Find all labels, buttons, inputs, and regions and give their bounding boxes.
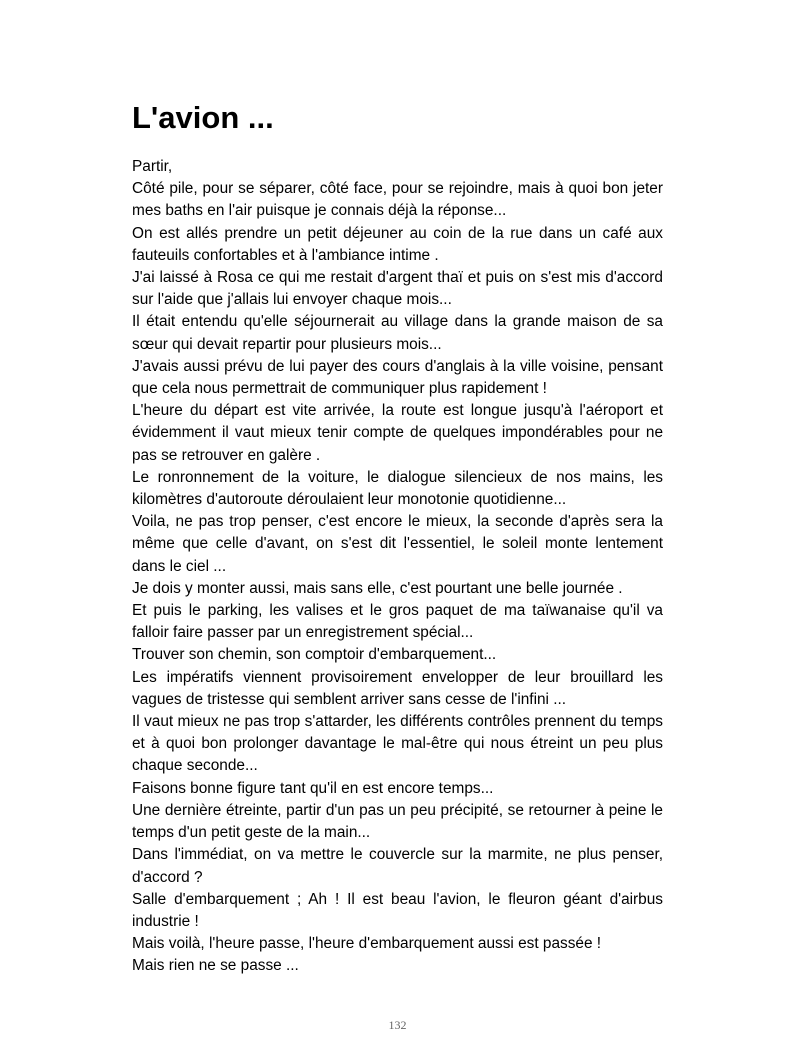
paragraph: Mais voilà, l'heure passe, l'heure d'embarquement aussi est passée ! — [132, 935, 602, 953]
paragraph: Côté pile, pour se séparer, côté face, pour se rejoindre, mais à quoi bon jeter mes baths en l'air puisque je connais déjà la réponse... — [132, 180, 663, 220]
paragraph: J'ai laissé à Rosa ce qui me restait d'argent thaï et puis on s'est mis d'accord sur l'aide que j'allais lui envoyer chaque mois... — [132, 269, 663, 309]
paragraph: Faisons bonne figure tant qu'il en est encore temps... — [132, 779, 494, 797]
paragraph: Partir, — [132, 158, 173, 175]
paragraph: Il vaut mieux ne pas trop s'attarder, les différents contrôles prennent du temps et à quoi bon prolonger davantage le mal-être qui nous étreint un peu plus chaque seconde... — [132, 713, 663, 775]
chapter-title: L'avion ... — [132, 100, 274, 135]
paragraph: Voila, ne pas trop penser, c'est encore le mieux, la seconde d'après sera la même que celle d'avant, on s'est dit l'essentiel, le soleil monte lentement dans le ciel ... — [132, 513, 663, 575]
paragraph: Les impératifs viennent provisoirement envelopper de leur brouillard les vagues de tristesse qui semblent arriver sans cesse de l'infini ... — [132, 668, 663, 708]
paragraph: Je dois y monter aussi, mais sans elle, c'est pourtant une belle journée . — [132, 579, 623, 597]
paragraph: Et puis le parking, les valises et le gros paquet de ma taïwanaise qu'il va falloir faire passer par un enregistrement spécial... — [132, 602, 663, 642]
paragraph: On est allés prendre un petit déjeuner au coin de la rue dans un café aux fauteuils confortables et à l'ambiance intime . — [132, 224, 663, 264]
paragraph: J'avais aussi prévu de lui payer des cours d'anglais à la ville voisine, pensant que cela nous permettrait de communiquer plus rapidement ! — [132, 357, 663, 398]
page-number: 132 — [388, 1018, 407, 1032]
paragraph: Le ronronnement de la voiture, le dialogue silencieux de nos mains, les kilomètres d'autoroute déroulaient leur monotonie quotidienne... — [132, 468, 663, 509]
paragraph: Mais rien ne se passe ... — [132, 957, 299, 975]
paragraph: Salle d'embarquement ; Ah ! Il est beau l'avion, le fleuron géant d'airbus industrie ! — [132, 890, 663, 930]
paragraph: Il était entendu qu'elle séjournerait au village dans la grande maison de sa sœur qui devait repartir pour plusieurs mois... — [132, 313, 663, 353]
body-text — [132, 156, 663, 978]
paragraph: Dans l'immédiat, on va mettre le couvercle sur la marmite, ne plus penser, d'accord ? — [132, 846, 663, 886]
paragraph: L'heure du départ est vite arrivée, la route est longue jusqu'à l'aéroport et évidemment il vaut mieux tenir compte de quelques impondérables pour ne pas se retrouver en galère . — [132, 402, 663, 464]
paragraph: Trouver son chemin, son comptoir d'embarquement... — [132, 646, 497, 664]
paragraph: Une dernière étreinte, partir d'un pas un peu précipité, se retourner à peine le temps d'un petit geste de la main... — [132, 801, 663, 842]
